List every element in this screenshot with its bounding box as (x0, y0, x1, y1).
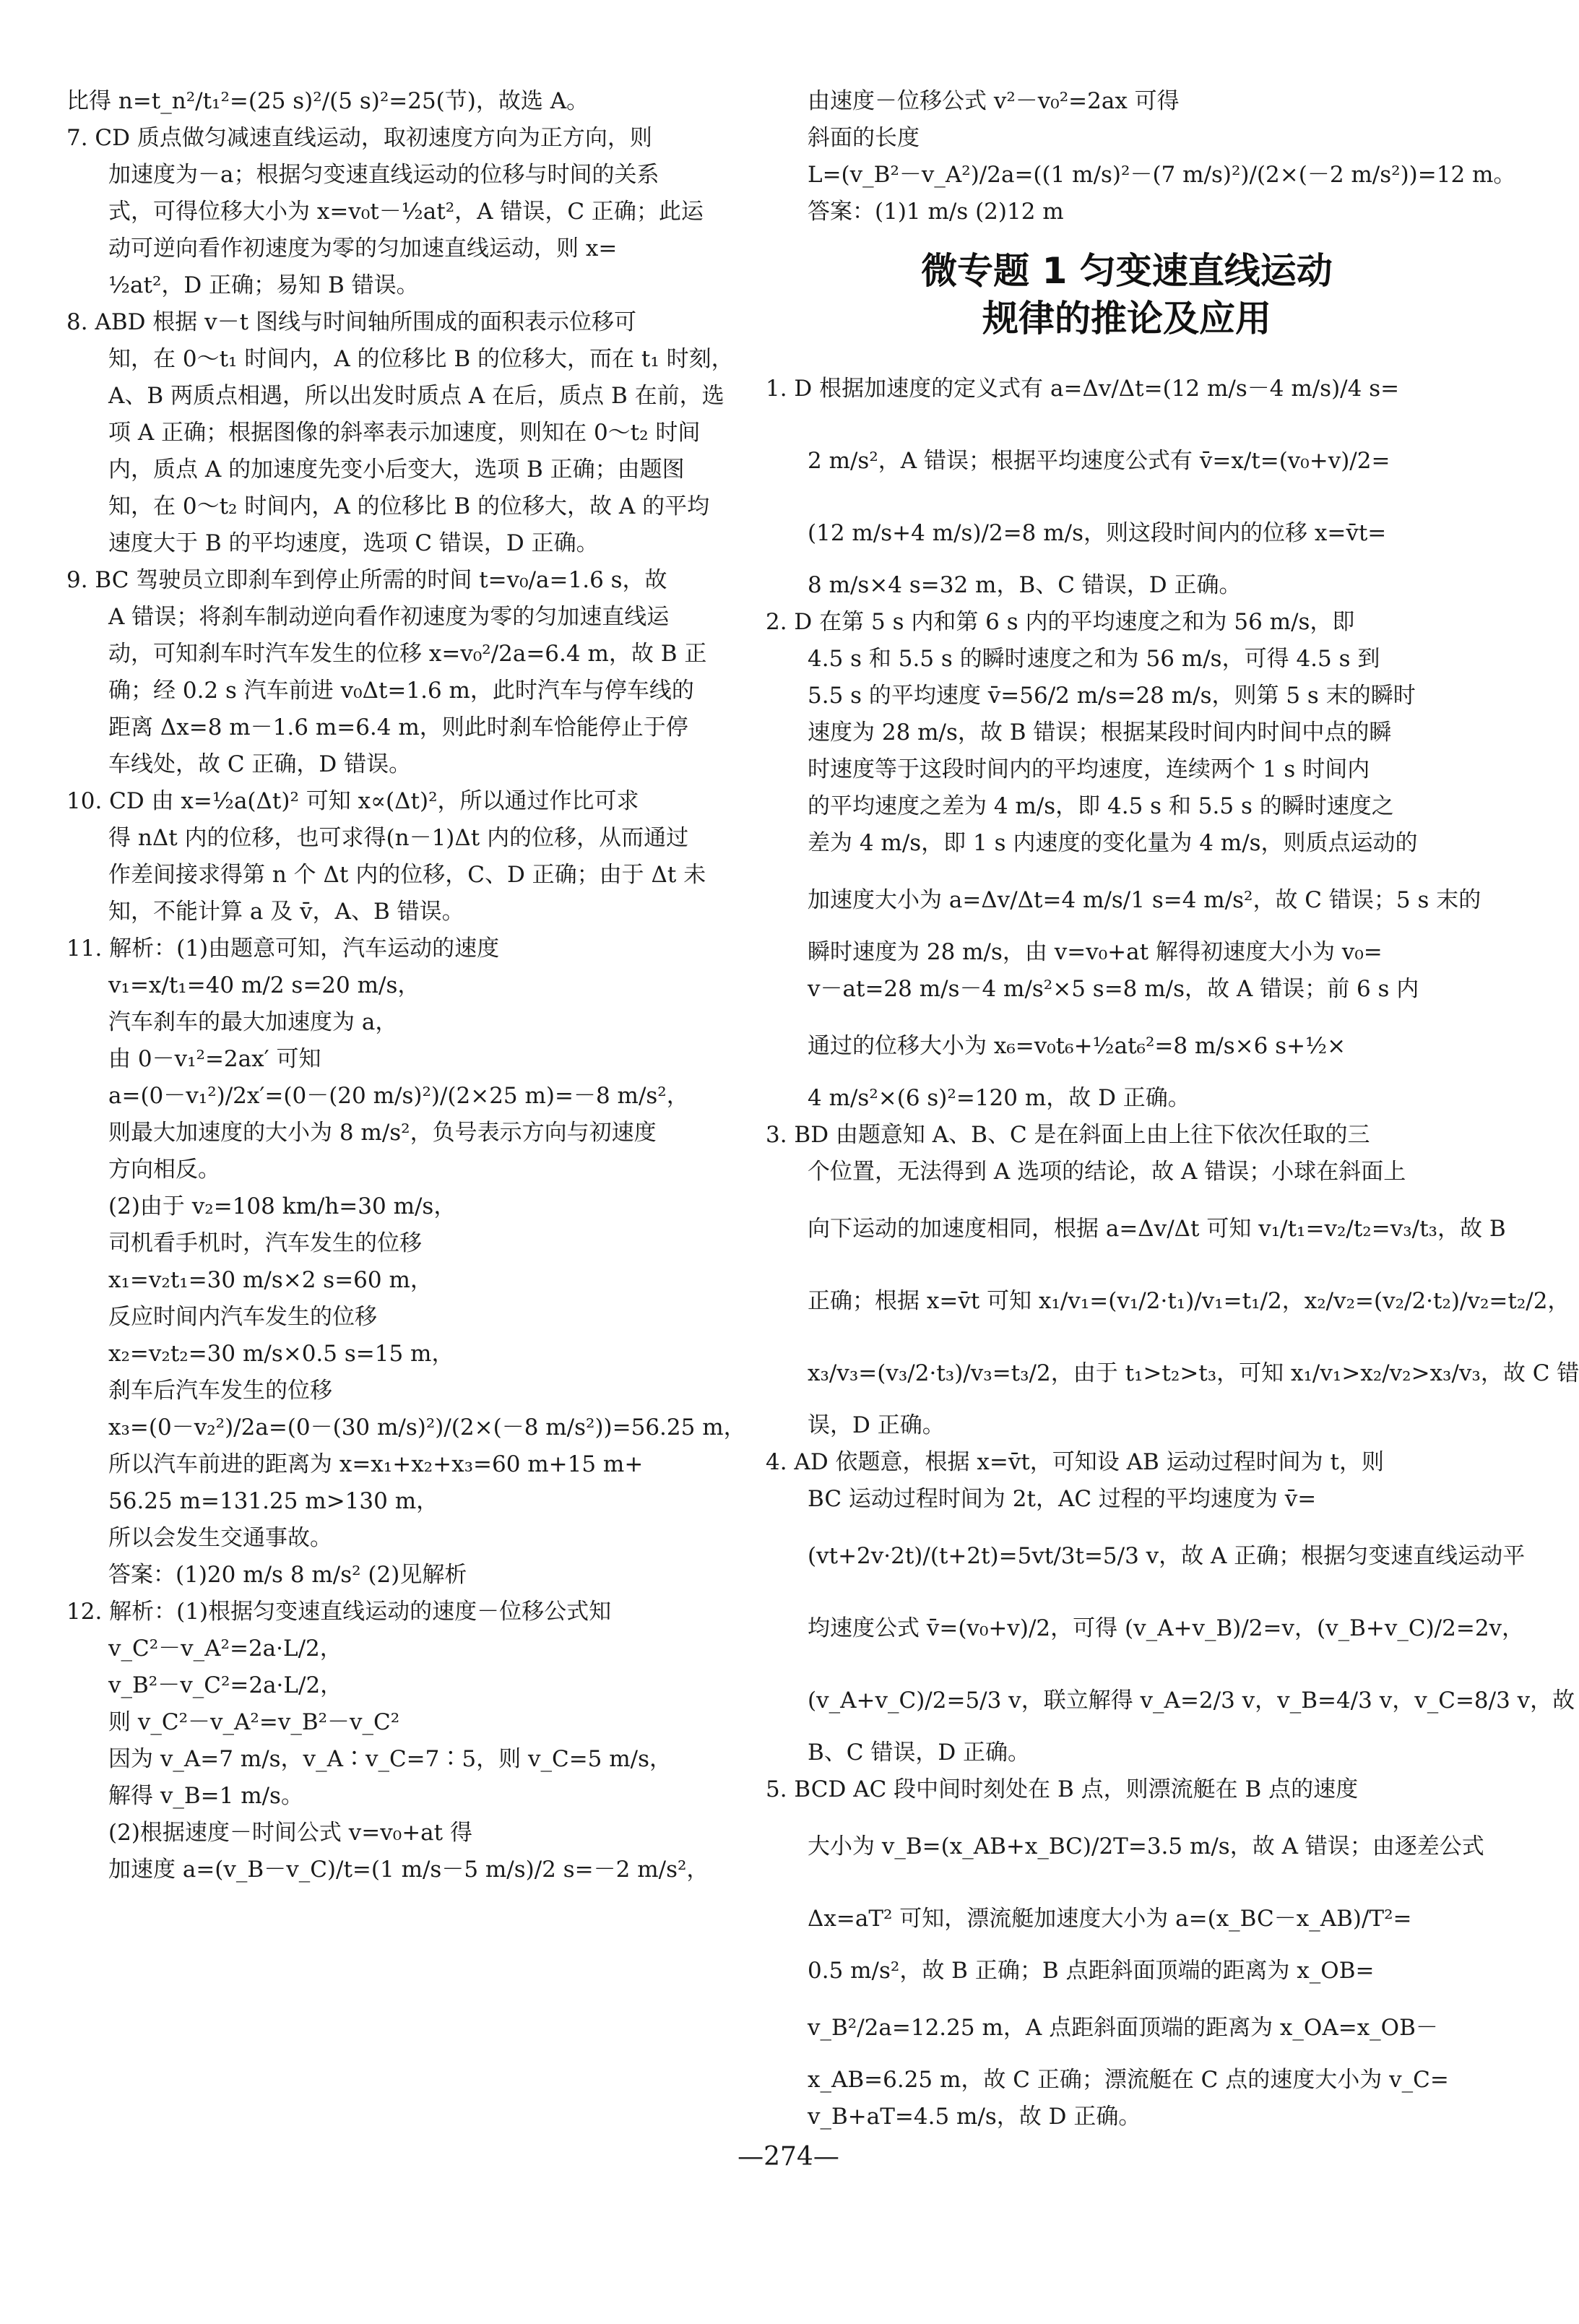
text-line: 瞬时速度为 28 m/s，由 v=v₀+at 解得初速度大小为 v₀= (808, 939, 1383, 965)
text-line: 2 m/s²，A 错误；根据平均速度公式有 v̄=x/t=(v₀+v)/2= (808, 448, 1390, 474)
text-line: 项 A 正确；根据图像的斜率表示加速度，则知在 0～t₂ 时间 (108, 420, 701, 446)
text-line: 5. BCD AC 段中间时刻处在 B 点，则漂流艇在 B 点的速度 (766, 1776, 1359, 1802)
text-line: v_C²－v_A²=2a·L/2， (108, 1636, 342, 1662)
text-line: 动，可知刹车时汽车发生的位移 x=v₀²/2a=6.4 m，故 B 正 (108, 641, 707, 667)
section-title-line-2: 规律的推论及应用 (982, 298, 1271, 340)
text-line: (vt+2v·2t)/(t+2t)=5vt/3t=5/3 v，故 A 正确；根据匀变速直线运动平 (808, 1543, 1526, 1569)
text-line: a=(0－v₁²)/2x′=(0－(20 m/s)²)/(2×25 m)=－8 m/s²， (108, 1083, 689, 1109)
text-line: 正确；根据 x=v̄t 可知 x₁/v₁=(v₁/2·t₁)/v₁=t₁/2，x₂/v₂=(v₂/2·t₂)/v₂=t₂/2， (808, 1288, 1570, 1314)
text-line: x₁=v₂t₁=30 m/s×2 s=60 m， (108, 1267, 433, 1293)
text-line: 向下运动的加速度相同，根据 a=Δv/Δt 可知 v₁/t₁=v₂/t₂=v₃/t₃，故 B (808, 1216, 1506, 1242)
text-line: 7. CD 质点做匀减速直线运动，取初速度方向为正方向，则 (66, 125, 652, 151)
page-number: —274— (737, 2142, 839, 2172)
text-line: 5.5 s 的平均速度 v̄=56/2 m/s=28 m/s，则第 5 s 末的瞬时 (808, 683, 1416, 709)
text-line: 确；经 0.2 s 汽车前进 v₀Δt=1.6 m，此时汽车与停车线的 (108, 678, 694, 704)
section-title (766, 247, 1488, 342)
text-line: v_B²/2a=12.25 m，A 点距斜面顶端的距离为 x_OA=x_OB－ (808, 2015, 1438, 2041)
text-line: 4 m/s²×(6 s)²=120 m，故 D 正确。 (808, 1085, 1190, 1111)
text-line: 作差间接求得第 n 个 Δt 内的位移，C、D 正确；由于 Δt 未 (108, 862, 706, 888)
text-line: (2)由于 v₂=108 km/h=30 m/s， (108, 1193, 457, 1219)
text-line: 4.5 s 和 5.5 s 的瞬时速度之和为 56 m/s，可得 4.5 s 到 (808, 646, 1380, 672)
text-line: Δx=aT² 可知，漂流艇加速度大小为 a=(x_BC－x_AB)/T²= (808, 1906, 1412, 1932)
right-column (766, 85, 1579, 2138)
answer-line: 答案：(1)20 m/s 8 m/s² (2)见解析 (108, 1562, 467, 1588)
answer-line: 答案：(1)1 m/s (2)12 m (808, 199, 1064, 225)
text-line: 56.25 m=131.25 m>130 m， (108, 1488, 439, 1514)
text-line: 得 nΔt 内的位移，也可求得(n－1)Δt 内的位移，从而通过 (108, 825, 689, 851)
section-title-line-1: 微专题 1 匀变速直线运动 (921, 250, 1333, 292)
text-line: 差为 4 m/s，即 1 s 内速度的变化量为 4 m/s，则质点运动的 (808, 830, 1418, 856)
text-line: 因为 v_A=7 m/s，v_A∶v_C=7∶5，则 v_C=5 m/s， (108, 1746, 672, 1772)
text-line: 加速度 a=(v_B－v_C)/t=(1 m/s－5 m/s)/2 s=－2 m/s²， (108, 1857, 709, 1883)
text-line: 比得 n=t_n²/t₁²=(25 s)²/(5 s)²=25(节)，故选 A。 (66, 88, 589, 114)
text-line: 8 m/s×4 s=32 m，B、C 错误，D 正确。 (808, 572, 1242, 598)
text-line: 动可逆向看作初速度为零的匀加速直线运动，则 x= (108, 236, 618, 262)
text-line: 误，D 正确。 (808, 1412, 945, 1438)
text-line: 3. BD 由题意知 A、B、C 是在斜面上由上往下依次任取的三 (766, 1122, 1370, 1148)
text-line: 内，质点 A 的加速度先变小后变大，选项 B 正确；由题图 (108, 457, 685, 483)
text-line: 11. 解析：(1)由题意可知，汽车运动的速度 (66, 936, 500, 962)
text-line: 0.5 m/s²，故 B 正确；B 点距斜面顶端的距离为 x_OB= (808, 1958, 1375, 1984)
text-line: 知，在 0～t₁ 时间内，A 的位移比 B 的位移大，而在 t₁ 时刻， (108, 346, 734, 372)
text-line: (12 m/s+4 m/s)/2=8 m/s，则这段时间内的位移 x=v̄t= (808, 520, 1387, 546)
text-line: 时速度等于这段时间内的平均速度，连续两个 1 s 时间内 (808, 756, 1370, 782)
text-line: A 错误；将刹车制动逆向看作初速度为零的匀加速直线运 (108, 604, 670, 630)
text-line: 所以汽车前进的距离为 x=x₁+x₂+x₃=60 m+15 m+ (108, 1451, 644, 1477)
text-line: 由速度－位移公式 v²－v₀²=2ax 可得 (808, 88, 1180, 114)
text-line: 速度为 28 m/s，故 B 错误；根据某段时间内时间中点的瞬 (808, 720, 1392, 746)
text-line: 司机看手机时，汽车发生的位移 (108, 1230, 422, 1256)
text-line: 的平均速度之差为 4 m/s，即 4.5 s 和 5.5 s 的瞬时速度之 (808, 793, 1394, 819)
text-line: 式，可得位移大小为 x=v₀t－½at²，A 错误，C 正确；此运 (108, 199, 704, 225)
text-line: 均速度公式 v̄=(v₀+v)/2，可得 (v_A+v_B)/2=v，(v_B+v_C)/2=2v， (808, 1615, 1525, 1641)
text-line: A、B 两质点相遇，所以出发时质点 A 在后，质点 B 在前，选 (108, 383, 724, 409)
text-line: 个位置，无法得到 A 选项的结论，故 A 错误；小球在斜面上 (808, 1159, 1406, 1185)
text-line: v_B+aT=4.5 m/s，故 D 正确。 (808, 2104, 1141, 2130)
text-line: 加速度为－a；根据匀变速直线运动的位移与时间的关系 (108, 162, 659, 188)
text-line: x₂=v₂t₂=30 m/s×0.5 s=15 m， (108, 1341, 454, 1367)
text-line: 反应时间内汽车发生的位移 (108, 1304, 377, 1330)
text-line: 12. 解析：(1)根据匀变速直线运动的速度－位移公式知 (66, 1599, 612, 1625)
text-line: BC 运动过程时间为 2t，AC 过程的平均速度为 v̄= (808, 1486, 1317, 1512)
text-line: ½at²，D 正确；易知 B 错误。 (108, 272, 419, 298)
text-line: 速度大于 B 的平均速度，选项 C 错误，D 正确。 (108, 530, 599, 556)
text-line: (v_A+v_C)/2=5/3 v，联立解得 v_A=2/3 v，v_B=4/3 v，v_C=8/3 v，故 (808, 1688, 1575, 1714)
text-line: 汽车刹车的最大加速度为 a， (108, 1009, 398, 1035)
text-line: 则最大加速度的大小为 8 m/s²，负号表示方向与初速度 (108, 1120, 657, 1146)
text-line: (2)根据速度－时间公式 v=v₀+at 得 (108, 1820, 472, 1846)
text-line: 所以会发生交通事故。 (108, 1525, 332, 1551)
text-line: 1. D 根据加速度的定义式有 a=Δv/Δt=(12 m/s－4 m/s)/4 s= (766, 376, 1400, 402)
text-line: v_B²－v_C²=2a·L/2， (108, 1672, 343, 1698)
text-line: 斜面的长度 (808, 125, 920, 151)
text-line: 10. CD 由 x=½a(Δt)² 可知 x∝(Δt)²，所以通过作比可求 (66, 788, 639, 814)
text-line: 4. AD 依题意，根据 x=v̄t，可知设 AB 运动过程时间为 t，则 (766, 1449, 1384, 1475)
left-column (66, 85, 746, 1891)
text-line: 9. BC 驾驶员立即刹车到停止所需的时间 t=v₀/a=1.6 s，故 (66, 567, 667, 593)
text-line: 刹车后汽车发生的位移 (108, 1378, 332, 1404)
text-line: 通过的位移大小为 x₆=v₀t₆+½at₆²=8 m/s×6 s+½× (808, 1033, 1346, 1059)
text-line: 加速度大小为 a=Δv/Δt=4 m/s/1 s=4 m/s²，故 C 错误；5 s 末的 (808, 887, 1481, 913)
text-line: x₃/v₃=(v₃/2·t₃)/v₃=t₃/2，由于 t₁>t₂>t₃，可知 x₁/v₁>x₂/v₂>x₃/v₃，故 C 错 (808, 1360, 1579, 1386)
text-line: 解得 v_B=1 m/s。 (108, 1783, 303, 1809)
text-line: x_AB=6.25 m，故 C 正确；漂流艇在 C 点的速度大小为 v_C= (808, 2067, 1449, 2093)
text-line: 则 v_C²－v_A²=v_B²－v_C² (108, 1709, 400, 1735)
text-line: 8. ABD 根据 v－t 图线与时间轴所围成的面积表示位移可 (66, 309, 636, 335)
text-line: 车线处，故 C 正确，D 错误。 (108, 751, 412, 777)
text-line: 2. D 在第 5 s 内和第 6 s 内的平均速度之和为 56 m/s，即 (766, 609, 1355, 635)
text-line: 由 0－v₁²=2ax′ 可知 (108, 1046, 321, 1072)
text-line: 知，不能计算 a 及 v̄，A、B 错误。 (108, 899, 464, 925)
text-line: 大小为 v_B=(x_AB+x_BC)/2T=3.5 m/s，故 A 错误；由逐差公式 (808, 1833, 1484, 1859)
text-line: v₁=x/t₁=40 m/2 s=20 m/s， (108, 972, 420, 998)
text-line: 知，在 0～t₂ 时间内，A 的位移比 B 的位移大，故 A 的平均 (108, 493, 710, 519)
text-line: 距离 Δx=8 m－1.6 m=6.4 m，则此时刹车恰能停止于停 (108, 714, 688, 740)
text-line: 方向相反。 (108, 1157, 220, 1183)
text-line: v－at=28 m/s－4 m/s²×5 s=8 m/s，故 A 错误；前 6 s 内 (808, 976, 1419, 1002)
text-line: x₃=(0－v₂²)/2a=(0－(30 m/s)²)/(2×(－8 m/s²))=56.25 m， (108, 1414, 746, 1440)
text-line: L=(v_B²－v_A²)/2a=((1 m/s)²－(7 m/s)²)/(2×(－2 m/s²))=12 m。 (808, 162, 1516, 188)
text-line: B、C 错误，D 正确。 (808, 1740, 1031, 1766)
